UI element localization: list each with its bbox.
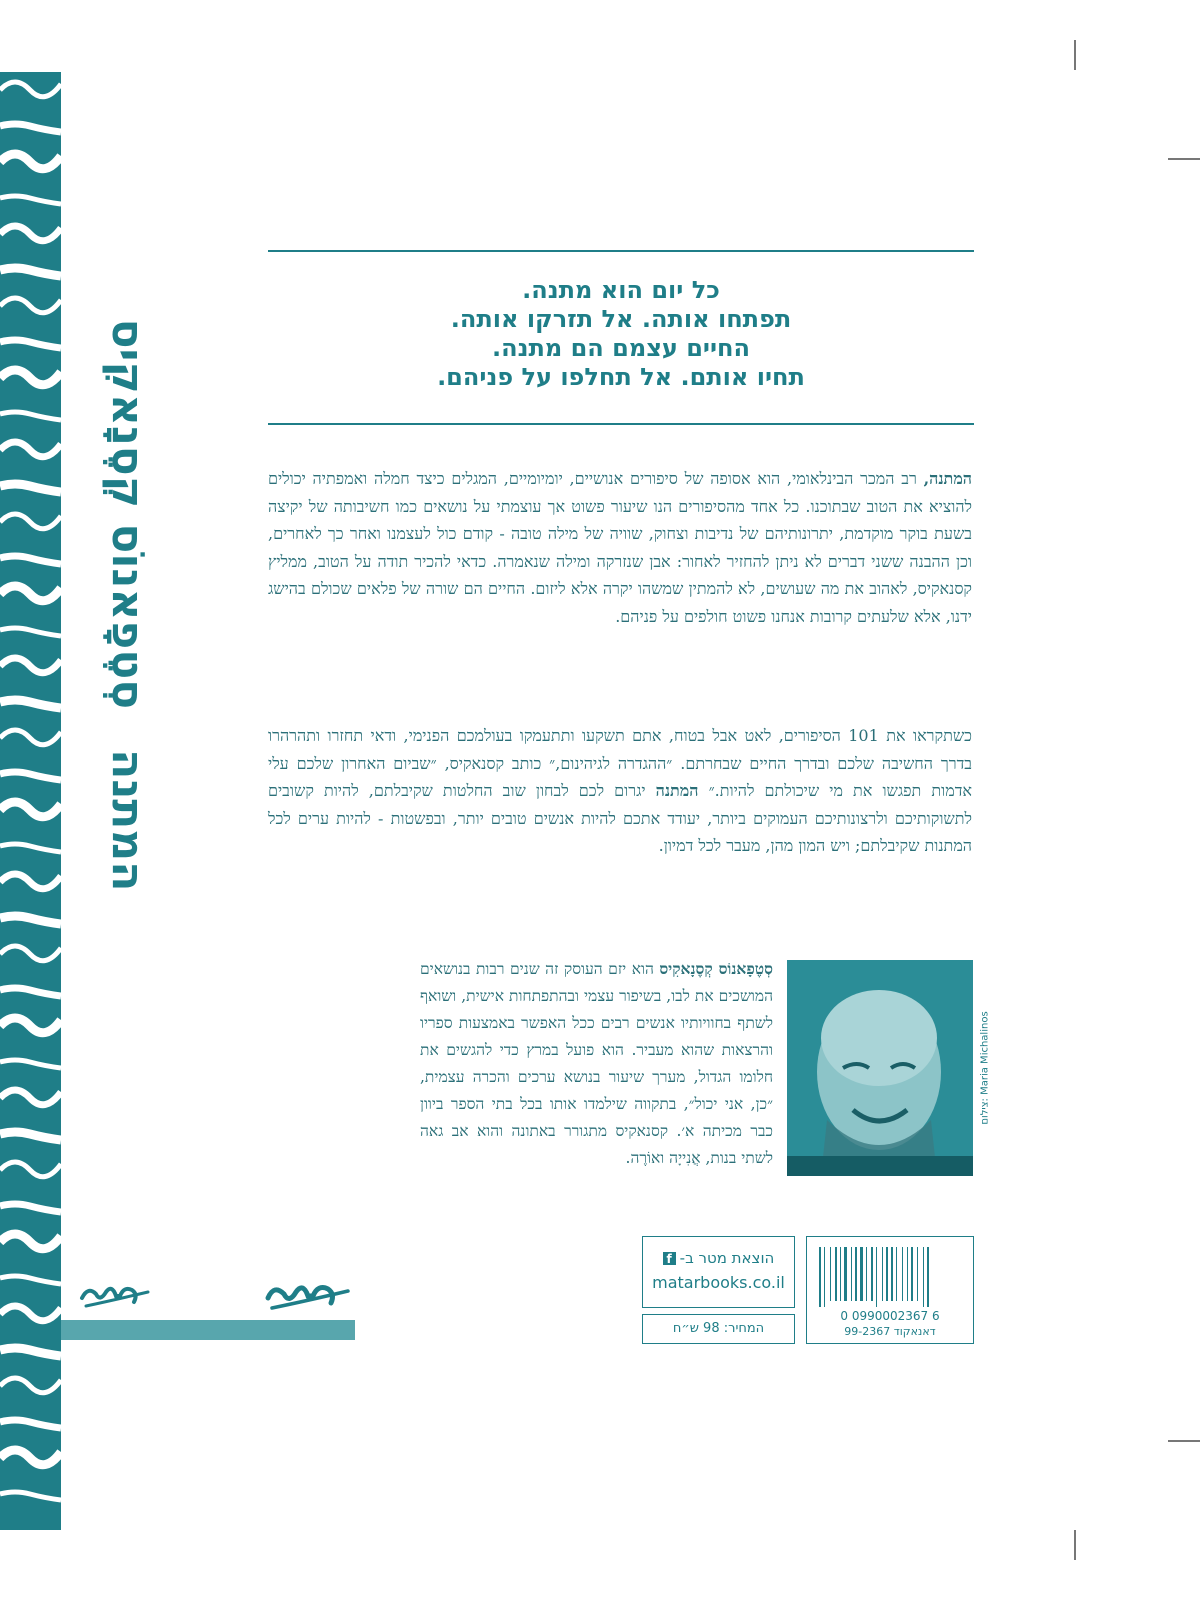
- description-paragraph-2: [268, 722, 972, 860]
- barcode-bar: [917, 1247, 918, 1301]
- barcode-bar: [860, 1247, 863, 1301]
- wave-stripe: [0, 1306, 61, 1321]
- wave-stripe: [0, 658, 61, 673]
- wave-stripe: [0, 1018, 61, 1033]
- author-name: סְטֶפָאנוֹס קְסֶנָאקִיס: [659, 959, 773, 978]
- publisher-box: [642, 1236, 795, 1308]
- wave-stripe: [0, 844, 61, 852]
- wave-stripe: [0, 82, 61, 97]
- spine-book-title: המתנה: [102, 749, 154, 892]
- barcode-bar: [907, 1247, 908, 1301]
- wave-stripe: [0, 1132, 61, 1140]
- wave-stripe: [0, 412, 61, 420]
- wave-stripe: [0, 586, 61, 601]
- price-label: המחיר: 98 ש״ח: [672, 1321, 765, 1336]
- wave-stripe: [0, 1420, 61, 1428]
- wave-stripe: [0, 628, 61, 636]
- barcode-bar: [824, 1247, 825, 1307]
- wave-stripe: [0, 268, 61, 276]
- spine-author: סְטֶפָאנוֹס קְסֶנָאקִיס: [102, 318, 154, 710]
- wave-stripe: [0, 442, 61, 457]
- barcode-bar: [819, 1247, 821, 1307]
- crop-mark: [1074, 40, 1076, 70]
- bottom-color-bar: [61, 1320, 355, 1340]
- author-bio: [420, 955, 773, 1172]
- price-box: [642, 1314, 795, 1344]
- quote-line: החיים עצמם הם מתנה.: [491, 334, 751, 362]
- barcode-bar: [866, 1247, 867, 1301]
- barcode-bar: [844, 1247, 847, 1301]
- wave-stripe: [0, 772, 61, 780]
- wave-stripe: [0, 1450, 61, 1465]
- quote-line: תפתחו אותה. אל תזרקו אותה.: [450, 305, 792, 333]
- crop-mark: [1168, 158, 1200, 160]
- bottom-rule: [268, 423, 974, 425]
- wave-stripe: [0, 154, 61, 169]
- wave-stripe: [0, 556, 61, 564]
- wave-stripe: [0, 124, 61, 132]
- wave-stripe: [0, 1090, 61, 1105]
- wave-stripe: [0, 1162, 61, 1177]
- facebook-icon: f: [663, 1252, 676, 1265]
- wave-stripe: [0, 298, 61, 313]
- barcode-bar: [927, 1247, 929, 1307]
- barcode-box: [806, 1236, 974, 1344]
- barcode-bar: [830, 1247, 831, 1301]
- barcode-bar: [855, 1247, 857, 1301]
- paragraph-text: כשתקראו את 101 הסיפורים, לאט אבל בטוח, אתם תשקעו ותתעמקו בעולמכם הפנימי, ודאי תחזרו ותהרהרו בדרך החשיבה שלכם ובדרך החיים שבחרתם. ״ההגדרה לגיהינום,״ כותב קסנאקיס, ״שביום האחרון שלכם עלי אדמות תפגשו את מי שיכולתם להיות.״: [268, 726, 973, 801]
- wave-stripe: [0, 1234, 61, 1249]
- barcode-bar: [871, 1247, 873, 1301]
- description-paragraph-1: [268, 465, 972, 631]
- matar-logo-icon: [262, 1278, 352, 1314]
- wave-stripe: [0, 730, 61, 745]
- top-rule: [268, 250, 974, 252]
- barcode-bar: [876, 1247, 877, 1307]
- wave-stripe: [0, 916, 61, 924]
- wave-stripe: [0, 1204, 61, 1212]
- wave-stripe: [0, 700, 61, 708]
- danacode: דאנאקוד 99-2367: [844, 1325, 936, 1338]
- barcode-bar: [902, 1247, 903, 1301]
- wave-stripe: [0, 1378, 61, 1393]
- wave-stripe: [0, 340, 61, 348]
- author-bio-text: הוא יזם העוסק זה שנים רבות בנושאים המושכים את לבו, בשיפור עצמי ובהתפתחות אישית, ושואף לשתף בחוויותיו אנשים רבים ככל האפשר באמצעות ספריו והרצאות שהוא מעביר. הוא פועל במרץ כדי להגשים את חלומו הגדול, מערך שיעור בנושא ערכים והכרה עצמית, ״כן, אני יכול״, בתקווה שילמדו אותו בכל בתי הספר ביוון כבר מכיתה א׳. קסנאקיס מתגורר באתונה והוא אב גאה לשתי בנות, אֲנִייָה ואוֹרֶה.: [420, 960, 773, 1167]
- crop-mark: [1168, 1440, 1200, 1442]
- barcode-icon: [819, 1247, 963, 1307]
- wave-stripe: [0, 484, 61, 492]
- barcode-bar: [923, 1247, 924, 1307]
- barcode-bar: [851, 1247, 852, 1301]
- barcode-bar: [882, 1247, 883, 1301]
- wave-stripe: [0, 1348, 61, 1356]
- crop-mark: [1074, 1530, 1076, 1560]
- wave-stripe: [0, 1060, 61, 1068]
- quote-block: [268, 276, 974, 392]
- matar-logo-icon: [78, 1280, 152, 1312]
- barcode-bar: [911, 1247, 913, 1301]
- quote-line: כל יום הוא מתנה.: [522, 276, 720, 304]
- barcode-bar: [835, 1247, 837, 1301]
- barcode-bar: [840, 1247, 841, 1301]
- wave-stripe: [0, 514, 61, 529]
- book-title-inline: המתנה,: [923, 469, 972, 488]
- wave-stripe: [0, 370, 61, 385]
- barcode-bar: [896, 1247, 897, 1301]
- wave-stripe: [0, 1492, 61, 1500]
- barcode-number: 0 0990002367 6: [840, 1309, 940, 1323]
- author-photo: [787, 960, 973, 1176]
- wave-stripe: [0, 802, 61, 817]
- book-title-inline: המתנה: [655, 781, 699, 801]
- paragraph-text: רב המכר הבינלאומי, הוא אסופה של סיפורים אנושיים, יומיומיים, המגלים כיצד חמלה ואמפתיה יכולים להוציא את הטוב שבתוכנו. כל אחד מהסיפורים הנו שיעור פשוט אך עוצמתי על נושאים כמו חשיבותה של יקיצה בשעת בוקר מוקדמת, יתרונותיהם של נדיבות וצחוק, שוויה של מילה טובה - קודם כול לעצמנו ואחר כך לאחרים, וכן ההבנה ששני דברים לא ניתן להחזיר לאחור: אבן שנזרקה ומילה שנאמרה. כדאי להכיר תודה על הטוב, ממליץ קסנאקיס, לאהוב את מה שעושים, לא להמתין שמשהו יקרה אלא ליזום. החיים הם שורה של פלאים שכולם בהישג ידנו, אלא שלעתים קרובות אנחנו פשוט חולפים על פניהם.: [268, 469, 973, 626]
- wave-stripe: [0, 196, 61, 204]
- barcode-bar: [891, 1247, 893, 1301]
- quote-line: תחיו אותם. אל תחלפו על פניהם.: [437, 363, 805, 391]
- wave-stripe: [0, 1276, 61, 1284]
- paragraph-text: יגרום לכם לבחון שוב החלטות שקיבלתם, להיות קשובים לתשוקותיכם ולרצונותיכם העמוקים ביותר, יעודד אתכם להיות אנשים טובים יותר, ובפשטות - להיות ערים לכל המתנות שקיבלתם; ויש המון מהן, מעבר לכל דמיון.: [268, 781, 972, 856]
- publisher-name: הוצאת מטר ב-: [679, 1249, 775, 1267]
- wave-stripe: [0, 946, 61, 961]
- wave-stripe: [0, 988, 61, 996]
- publisher-website[interactable]: matarbooks.co.il: [652, 1273, 785, 1292]
- wave-stripe: [0, 226, 61, 241]
- spine-wave-pattern: [0, 72, 61, 1530]
- barcode-bar: [886, 1247, 888, 1301]
- wave-stripe: [0, 874, 61, 889]
- spine-title: [88, 250, 168, 960]
- photo-credit: צילום: Maria Michalinos: [979, 1011, 991, 1125]
